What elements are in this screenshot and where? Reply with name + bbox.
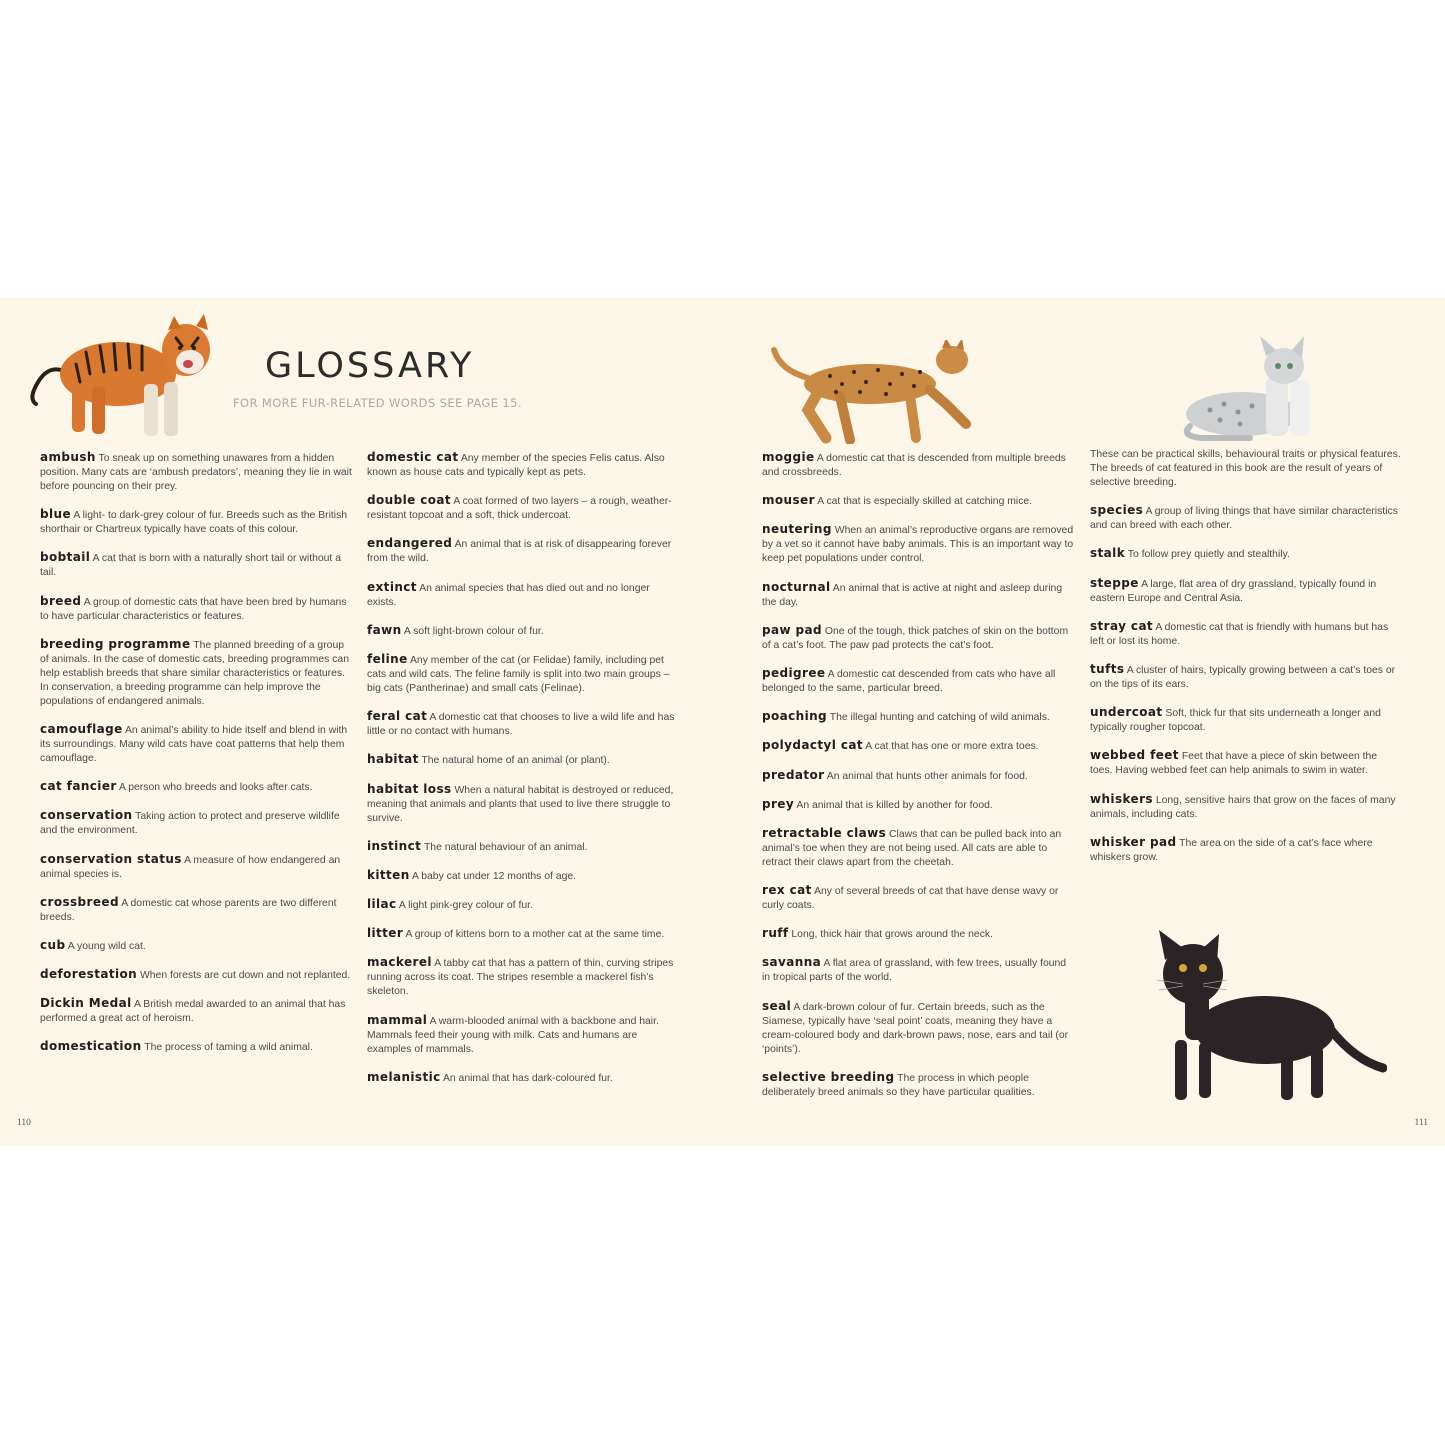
entry-term: endangered [367,536,453,551]
glossary-entry [762,666,1076,696]
entry-term: rex cat [762,883,812,898]
entry-definition: When an animal’s reproductive organs are removed by a vet so it cannot have baby animals. This is an important way to keep pet populations under control. [762,525,1074,565]
glossary-entry [1090,662,1402,692]
entry-term: species [1090,503,1144,518]
glossary-entry [1090,576,1402,606]
entry-definition: Any member of the cat (or Felidae) family, including pet cats and wild cats. The feline family is split into two main groups – big cats (Pantherinae) and small cats (Felinae). [367,654,670,694]
entry-definition: A light- to dark-grey colour of fur. Breeds such as the British shorthair or Chartreux typically have coats of this colour. [40,510,348,536]
continuation-text: These can be practical skills, behavioural traits or physical features. The breeds of cat featured in this book are the result of years of selective breeding. [1090,449,1401,488]
glossary-entry [367,580,681,610]
entry-definition: A young wild cat. [67,940,146,952]
glossary-entry [367,868,681,884]
entry-definition: A dark-brown colour of fur. Certain breeds, such as the Siamese, typically have ‘seal point’ coats, meaning they have a cream-coloured body and dark-brown paws, nose, ears and tail (or ‘points’). [762,1001,1069,1055]
entry-term: kitten [367,867,410,882]
entry-definition: One of the tough, thick patches of skin on the bottom of a cat’s foot. The paw pad protects the cat’s foot. [762,625,1069,651]
entry-definition: A group of kittens born to a mother cat at the same time. [405,929,665,941]
entry-definition: A warm-blooded animal with a backbone and hair. Mammals feed their young with milk. Cats and humans are examples of mammals. [367,1015,659,1055]
entry-definition: The natural home of an animal (or plant). [421,755,610,767]
page-title: GLOSSARY [265,346,475,386]
entry-term: habitat [367,752,419,767]
glossary-entry [762,826,1076,870]
entry-definition: An animal that has dark-coloured fur. [442,1072,613,1084]
glossary-entry [762,738,1076,754]
entry-term: mackerel [367,955,432,970]
entry-term: domestication [40,1039,142,1054]
entry-term: melanistic [367,1069,441,1084]
serval-illustration [770,340,975,444]
glossary-entry [40,779,354,795]
entry-term: double coat [367,493,451,508]
grey-cat-illustration [1180,336,1340,444]
entry-term: crossbreed [40,894,119,909]
entry-definition: An animal species that has died out and no longer exists. [367,582,650,608]
page-subtitle: FOR MORE FUR-RELATED WORDS SEE PAGE 15. [233,396,522,410]
glossary-entry [762,926,1076,942]
entry-term: seal [762,998,792,1013]
entry-term: domestic cat [367,450,459,464]
entry-term: undercoat [1090,705,1163,720]
entry-term: stray cat [1090,618,1154,633]
glossary-entry [762,580,1076,610]
glossary-entry [762,522,1076,566]
glossary-entry [367,955,681,999]
entry-term: paw pad [762,622,823,637]
entry-definition: A domestic cat that chooses to live a wild life and has little or no contact with humans. [367,712,675,738]
entry-definition: A flat area of grassland, with few trees, usually found in tropical parts of the world. [762,958,1067,984]
glossary-entry [1090,835,1402,865]
glossary-entry [762,1070,1076,1100]
entry-definition: A domestic cat that is friendly with humans but has left or lost its home. [1090,621,1389,647]
glossary-entry [367,897,681,913]
entry-term: lilac [367,897,397,912]
glossary-entry [367,1013,681,1057]
entry-definition: A group of living things that have similar characteristics and can breed with each other. [1090,506,1398,532]
glossary-entry [762,955,1076,985]
entry-term: camouflage [40,721,123,736]
entry-term: ambush [40,450,96,464]
glossary-entry [40,550,354,580]
entry-term: whisker pad [1090,834,1177,849]
entry-term: selective breeding [762,1069,895,1084]
glossary-entry [1090,619,1402,649]
glossary-entry [1090,705,1402,735]
entry-term: predator [762,767,825,782]
entry-definition: A domestic cat descended from cats who have all belonged to the same, particular breed. [762,668,1056,694]
entry-term: steppe [1090,575,1139,590]
glossary-entry [367,493,681,523]
glossary-entry [367,926,681,942]
glossary-entry [762,883,1076,913]
entry-definition: Long, sensitive hairs that grow on the faces of many animals, including cats. [1090,794,1396,820]
entry-term: instinct [367,838,422,853]
glossary-entry [762,450,1076,480]
entry-definition: To sneak up on something unawares from a hidden position. Many cats are ‘ambush predators’, meaning they lie in wait before pouncing on their prey. [40,453,352,492]
entry-definition: A person who breeds and looks after cats. [119,782,313,794]
entry-definition: To follow prey quietly and stealthily. [1127,549,1290,561]
entry-definition: A measure of how endangered an animal species is. [40,854,341,880]
entry-definition: The natural behaviour of an animal. [423,841,588,853]
entry-term: cat fancier [40,779,117,794]
entry-term: retractable claws [762,825,887,840]
entry-term: tufts [1090,661,1125,676]
entry-definition: A British medal awarded to an animal that has performed a great act of heroism. [40,999,346,1025]
entry-definition: A cluster of hairs, typically growing between a cat’s toes or on the tips of its ears. [1090,664,1396,690]
entry-definition: A group of domestic cats that have been bred by humans to have particular characteristics or features. [40,596,347,622]
glossary-entry [762,768,1076,784]
glossary-entry [1090,748,1402,778]
glossary-column-4 [1090,448,1402,878]
entry-term: mammal [367,1012,428,1027]
glossary-entry [40,895,354,925]
entry-term: feral cat [367,709,428,724]
glossary-entry [367,623,681,639]
glossary-entry [367,709,681,739]
glossary-column-3 [762,450,1076,1113]
entry-term: nocturnal [762,579,831,594]
entry-definition: A soft light-brown colour of fur. [403,625,544,637]
entry-term: Dickin Medal [40,996,132,1011]
entry-definition: When a natural habitat is destroyed or reduced, meaning that animals and plants that used to live there struggle to survive. [367,784,674,824]
entry-term: webbed feet [1090,748,1179,763]
entry-definition: Claws that can be pulled back into an animal’s toe when they are not being used. All cats are able to retract their claws apart from the cheetah. [762,828,1062,868]
glossary-entry [40,594,354,624]
glossary-entry [40,450,354,494]
glossary-entry [40,967,354,983]
entry-definition: Soft, thick fur that sits underneath a longer and typically rougher topcoat. [1090,708,1381,734]
entry-term: breeding programme [40,636,191,651]
entry-term: conservation [40,808,133,823]
entry-definition: The process of taming a wild animal. [144,1042,313,1054]
entry-definition: A large, flat area of dry grassland, typically found in eastern Europe and Central Asia. [1090,578,1377,604]
entry-definition: An animal that hunts other animals for food. [826,770,1028,782]
entry-definition: A cat that is especially skilled at catching mice. [817,496,1033,508]
entry-term: mouser [762,493,815,508]
page-number-right: 111 [1414,1118,1428,1128]
entry-definition: An animal that is killed by another for food. [796,799,993,811]
entry-definition: A tabby cat that has a pattern of thin, curving stripes running across its coat. The stripes resemble a mackerel fish’s skeleton. [367,958,674,998]
entry-definition: The process in which people deliberately breed animals so they have particular qualities. [762,1072,1035,1098]
entry-term: stalk [1090,546,1126,561]
glossary-entry [367,782,681,826]
entry-term: savanna [762,955,822,970]
glossary-entry [367,652,681,696]
entry-term: breed [40,593,82,608]
entry-term: habitat loss [367,781,452,796]
glossary-entry [40,1039,354,1055]
glossary-entry [762,623,1076,653]
entry-definition: A light pink-grey colour of fur. [398,900,533,912]
entry-term: neutering [762,522,832,537]
page-number-left: 110 [17,1118,31,1128]
glossary-entry [762,709,1076,725]
entry-term: whiskers [1090,791,1153,806]
entry-definition: A cat that is born with a naturally short tail or without a tail. [40,553,341,579]
glossary-entry [40,507,354,537]
glossary-entry [40,852,354,882]
glossary-entry [762,999,1076,1057]
book-spread [0,298,1445,1146]
entry-definition: A baby cat under 12 months of age. [411,870,577,882]
entry-definition: Feet that have a piece of skin between the toes. Having webbed feet can help animals to swim in water. [1090,751,1378,777]
entry-definition: A domestic cat that is descended from multiple breeds and crossbreeds. [762,453,1066,478]
entry-term: feline [367,651,408,666]
glossary-entry [40,938,354,954]
entry-term: deforestation [40,967,138,982]
entry-definition: An animal that is at risk of disappearing forever from the wild. [367,539,672,565]
entry-definition: Long, thick hair that grows around the neck. [791,929,993,941]
glossary-entry [40,637,354,709]
entry-term: ruff [762,926,789,941]
glossary-entry [762,493,1076,509]
entry-term: poaching [762,709,828,724]
entry-definition: The area on the side of a cat’s face where whiskers grow. [1090,837,1373,863]
glossary-entry [1090,792,1402,822]
glossary-column-2 [367,450,681,1099]
entry-definition: When forests are cut down and not replanted. [139,970,351,982]
entry-term: bobtail [40,550,91,565]
entry-definition: Any member of the species Felis catus. Also known as house cats and typically kept as pets. [367,453,665,478]
glossary-entry [1090,546,1402,562]
glossary-entry [40,996,354,1026]
entry-term: fawn [367,622,402,637]
entry-term: extinct [367,579,417,594]
entry-definition: An animal that is active at night and asleep during the day. [762,582,1063,608]
glossary-entry [762,797,1076,813]
glossary-entry [367,536,681,566]
entry-term: moggie [762,450,815,464]
glossary-entry [40,808,354,838]
entry-definition: A cat that has one or more extra toes. [865,741,1039,753]
tiger-illustration [26,312,230,444]
entry-definition: A domestic cat whose parents are two different breeds. [40,897,337,923]
entry-definition: The illegal hunting and catching of wild animals. [829,712,1050,724]
glossary-entry [1090,503,1402,533]
glossary-entry [367,839,681,855]
entry-term: cub [40,937,66,952]
entry-term: pedigree [762,665,826,680]
entry-term: polydactyl cat [762,738,863,753]
entry-term: litter [367,926,404,941]
glossary-entry [367,752,681,768]
glossary-entry [367,450,681,480]
entry-term: prey [762,796,795,811]
entry-definition: The planned breeding of a group of animals. In the case of domestic cats, breeding programmes can help establish breeds that share similar characteristics or features. In conservation, a breeding programme can help improve the populations of endangered animals. [40,639,349,707]
entry-definition: Taking action to protect and preserve wildlife and the environment. [40,811,340,837]
entry-definition: Any of several breeds of cat that have dense wavy or curly coats. [762,886,1059,912]
entry-term: conservation status [40,851,182,866]
entry-definition: An animal’s ability to hide itself and blend in with its surroundings. Many wild cats have coat patterns that help them camouflage. [40,724,348,764]
glossary-column-1 [40,450,354,1069]
entry-term: blue [40,507,71,522]
glossary-entry [367,1070,681,1086]
entry-definition: A coat formed of two layers – a rough, weather-resistant topcoat and a soft, thick undercoat. [367,496,672,522]
glossary-entry [40,722,354,766]
black-cat-illustration [1155,930,1387,1104]
